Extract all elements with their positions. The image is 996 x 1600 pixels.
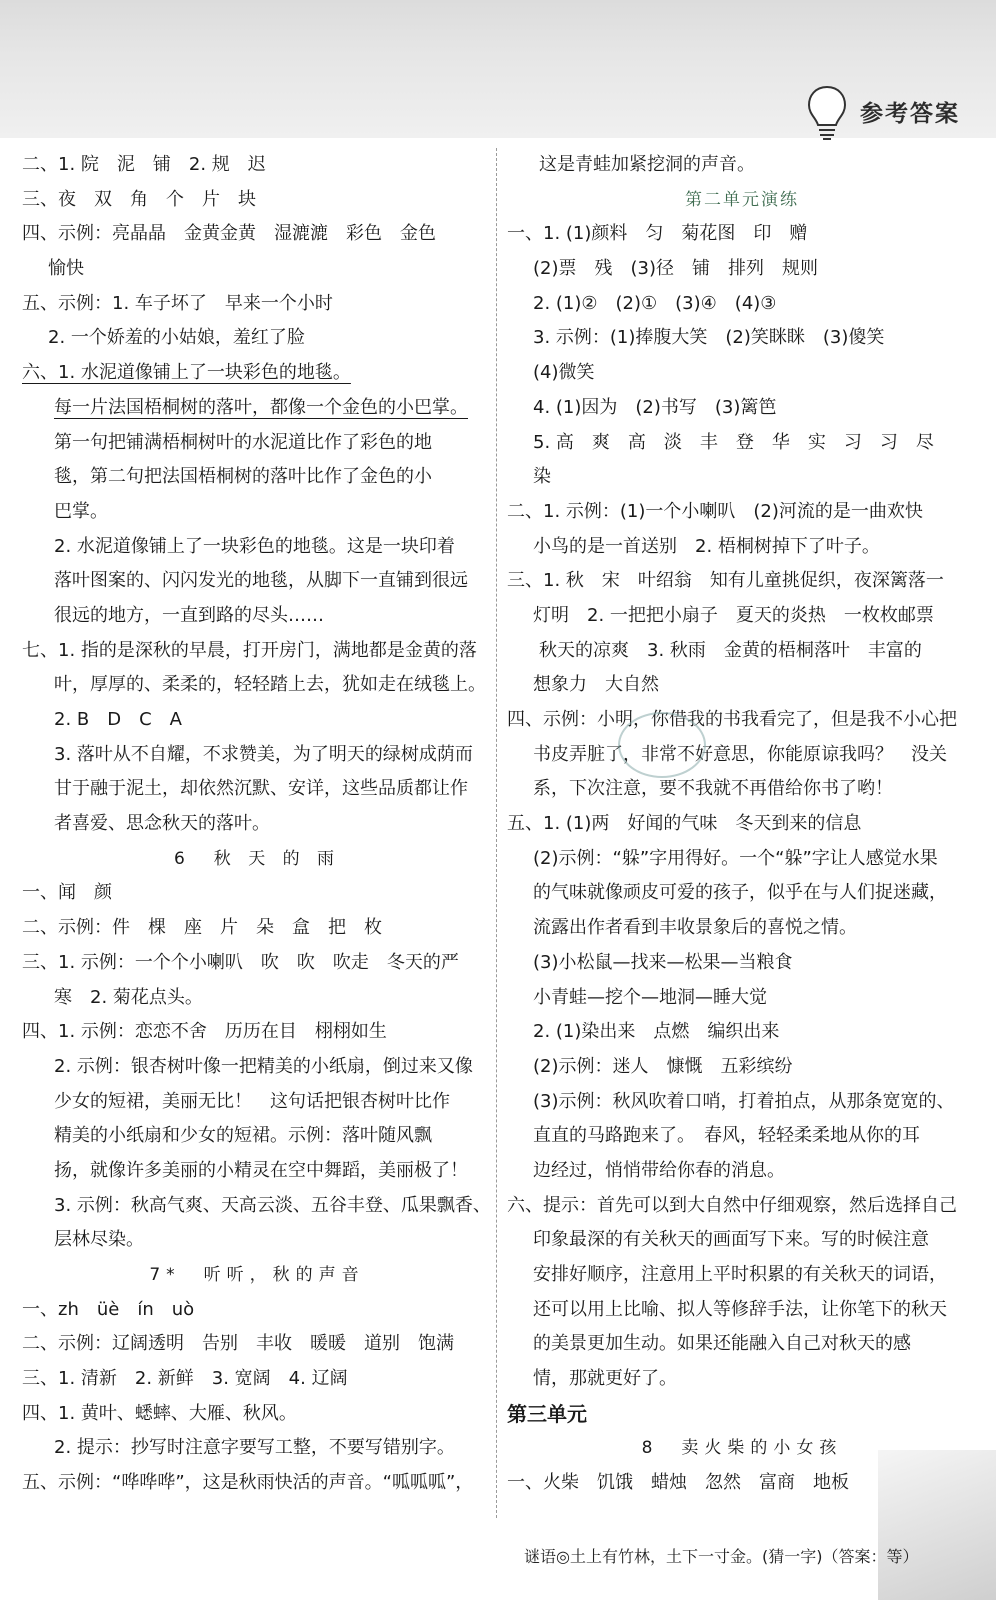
answer-line: 少女的短裙，美丽无比！ 这句话把银杏树叶比作: [54, 1090, 450, 1112]
answer-line: 巴掌。: [54, 500, 108, 522]
answer-line: 3. 示例：秋高气爽、天高云淡、五谷丰登、瓜果飘香、: [54, 1194, 491, 1216]
answer-line: 愉快: [48, 258, 84, 280]
answer-line: 一、zh üè ín uò: [22, 1298, 195, 1320]
seal-stamp: [618, 712, 706, 778]
right-column: [507, 148, 977, 1501]
answer-line: (3)示例：秋风吹着口哨，打着拍点，从那条宽宽的、: [533, 1090, 955, 1112]
answer-line: 四、1. 黄叶、蟋蟀、大雁、秋风。: [22, 1402, 297, 1424]
answer-line: 扬，就像许多美丽的小精灵在空中舞蹈，美丽极了！: [54, 1159, 468, 1181]
answer-line: 这是青蛙加紧挖洞的声音。: [539, 154, 755, 175]
answer-line: 四、示例：小明，你借我的书我看完了，但是我不小心把: [507, 709, 957, 730]
answer-line: 秋天的凉爽 3. 秋雨 金黄的梧桐落叶 丰富的: [539, 639, 922, 661]
unit-heading: 第三单元: [507, 1401, 587, 1426]
answer-line: 印象最深的有关秋天的画面写下来。写的时候注意: [533, 1229, 929, 1251]
answer-line: 染: [533, 466, 551, 488]
answer-line: 直直的马路跑来了。 春风，轻轻柔柔地从你的耳: [533, 1125, 920, 1147]
answer-line: 想象力 大自然: [533, 674, 659, 696]
answer-line: 四、示例：亮晶晶 金黄金黄 湿漉漉 彩色 金色: [22, 223, 436, 245]
answer-line: 安排好顺序，注意用上平时积累的有关秋天的词语，: [533, 1264, 947, 1285]
answer-line: 的气味就像顽皮可爱的孩子，似乎在与人们捉迷藏，: [533, 882, 947, 904]
column-divider: [496, 148, 497, 1518]
answer-line: 系，下次注意，要不我就不再借给你书了哟！: [533, 778, 893, 800]
answer-line: 2. B D C A: [54, 709, 182, 730]
answer-line: 书皮弄脏了，非常不好意思，你能原谅我吗？ 没关: [533, 743, 947, 765]
answer-line: 2. 示例：银杏树叶像一把精美的小纸扇，倒过来又像: [54, 1055, 473, 1077]
answer-line: 流露出作者看到丰收景象后的喜悦之情。: [533, 917, 857, 939]
answer-line: 二、示例：辽阔透明 告别 丰收 暖暖 道别 饱满: [22, 1333, 454, 1355]
answer-line: 五、示例：1. 车子坏了 早来一个小时: [22, 292, 333, 314]
answer-line: 3. 落叶从不自耀，不求赞美，为了明天的绿树成荫而: [54, 743, 473, 765]
left-column: [22, 148, 492, 1501]
answer-line: 二、1. 院 泥 铺 2. 规 迟: [22, 154, 266, 175]
section-heading: 第二单元演练: [685, 189, 799, 210]
answer-line: 七、1. 指的是深秋的早晨，打开房门，满地都是金黄的落: [22, 639, 477, 661]
answer-line: 灯明 2. 一把把小扇子 夏天的炎热 一枚枚邮票: [533, 604, 934, 626]
answer-line: 一、闻 颜: [22, 882, 112, 904]
answer-line: 小鸟的是一首送别 2. 梧桐树掉下了叶子。: [533, 535, 880, 557]
answer-line: 叶，厚厚的、柔柔的，轻轻踏上去，犹如走在绒毯上。: [54, 674, 486, 696]
page-title: 参考答案: [860, 101, 960, 127]
answer-line: (2)票 残 (3)径 铺 排列 规则: [533, 258, 818, 280]
answer-line: 边经过，悄悄带给你春的消息。: [533, 1159, 785, 1181]
answer-line: 六、1. 水泥道像铺上了一块彩色的地毯。: [22, 362, 351, 384]
answer-line: 三、1. 清新 2. 新鲜 3. 宽阔 4. 辽阔: [22, 1368, 348, 1390]
answer-line: 3. 示例：(1)捧腹大笑 (2)笑眯眯 (3)傻笑: [533, 327, 885, 349]
answer-line: 情，那就更好了。: [533, 1368, 677, 1390]
page-corner: [878, 1450, 996, 1600]
answer-line: (2)示例：迷人 慷慨 五彩缤纷: [533, 1055, 793, 1077]
answer-line: 五、1. (1)两 好闻的气味 冬天到来的信息: [507, 813, 862, 835]
answer-line: 小青蛙—挖个—地洞—睡大觉: [533, 986, 767, 1008]
answer-line: 2. (1)染出来 点燃 编织出来: [533, 1021, 780, 1043]
answer-line: 的美景更加生动。如果还能融入自己对秋天的感: [533, 1333, 911, 1355]
lesson-heading: 8 卖火柴的小女孩: [641, 1438, 843, 1459]
answer-line: 六、提示：首先可以到大自然中仔细观察，然后选择自己: [507, 1194, 957, 1216]
lightbulb-icon: [806, 84, 848, 144]
answer-line: 很远的地方，一直到路的尽头……: [54, 604, 324, 626]
answer-line: 三、夜 双 角 个 片 块: [22, 188, 256, 210]
footer-riddle: 谜语◎土上有竹林，土下一寸金。(猜一字)（答案：等）: [524, 1547, 919, 1566]
answer-line: 还可以用上比喻、拟人等修辞手法，让你笔下的秋天: [533, 1298, 947, 1320]
answer-line: 层林尽染。: [54, 1229, 144, 1251]
answer-line: 毯，第二句把法国梧桐树的落叶比作了金色的小: [54, 466, 432, 488]
answer-line: 精美的小纸扇和少女的短裙。示例：落叶随风飘: [54, 1125, 432, 1147]
lesson-heading: 7* 听听，秋的声音: [149, 1265, 365, 1285]
answer-line: 者喜爱、思念秋天的落叶。: [54, 813, 270, 835]
answer-line: 4. (1)因为 (2)书写 (3)篱笆: [533, 396, 777, 418]
answer-line: (2)示例：“躲”字用得好。一个“躲”字让人感觉水果: [533, 847, 938, 869]
answer-line: (4)微笑: [533, 362, 595, 384]
answer-line: 一、1. (1)颜料 匀 菊花图 印 赠: [507, 223, 808, 245]
answer-line: 5. 高 爽 高 淡 丰 登 华 实 习 习 尽: [533, 431, 934, 453]
answer-line: 三、1. 示例：一个个小喇叭 吹 吹 吹走 冬天的严: [22, 951, 459, 973]
answer-line: 2. 提示：抄写时注意字要写工整，不要写错别字。: [54, 1437, 455, 1459]
answer-line: (3)小松鼠—找来—松果—当粮食: [533, 951, 793, 973]
answer-line: 二、示例：件 棵 座 片 朵 盒 把 枚: [22, 917, 382, 939]
answer-line: 三、1. 秋 宋 叶绍翁 知有儿童挑促织，夜深篱落一: [507, 570, 944, 592]
answer-line: 2. (1)② (2)① (3)④ (4)③: [533, 292, 777, 314]
answer-line: 每一片法国梧桐树的落叶，都像一个金色的小巴掌。: [54, 396, 468, 418]
answer-line: 寒 2. 菊花点头。: [54, 986, 203, 1008]
answer-line: 二、1. 示例：(1)一个小喇叭 (2)河流的是一曲欢快: [507, 500, 923, 522]
answer-line: 2. 一个娇羞的小姑娘，羞红了脸: [48, 327, 305, 349]
answer-line: 四、1. 示例：恋恋不舍 历历在目 栩栩如生: [22, 1021, 387, 1043]
answer-line: 2. 水泥道像铺上了一块彩色的地毯。这是一块印着: [54, 535, 455, 557]
answer-line: 第一句把铺满梧桐树叶的水泥道比作了彩色的地: [54, 431, 432, 453]
answer-line: 甘于融于泥土，却依然沉默、安详，这些品质都让作: [54, 778, 468, 800]
answer-line: 一、火柴 饥饿 蜡烛 忽然 富商 地板: [507, 1472, 849, 1494]
lesson-heading: 6 秋 天 的 雨: [173, 848, 341, 869]
answer-line: 落叶图案的、闪闪发光的地毯，从脚下一直铺到很远: [54, 570, 468, 592]
answer-line: 五、示例：“哗哗哗”，这是秋雨快活的声音。“呱呱呱”，: [22, 1472, 474, 1494]
